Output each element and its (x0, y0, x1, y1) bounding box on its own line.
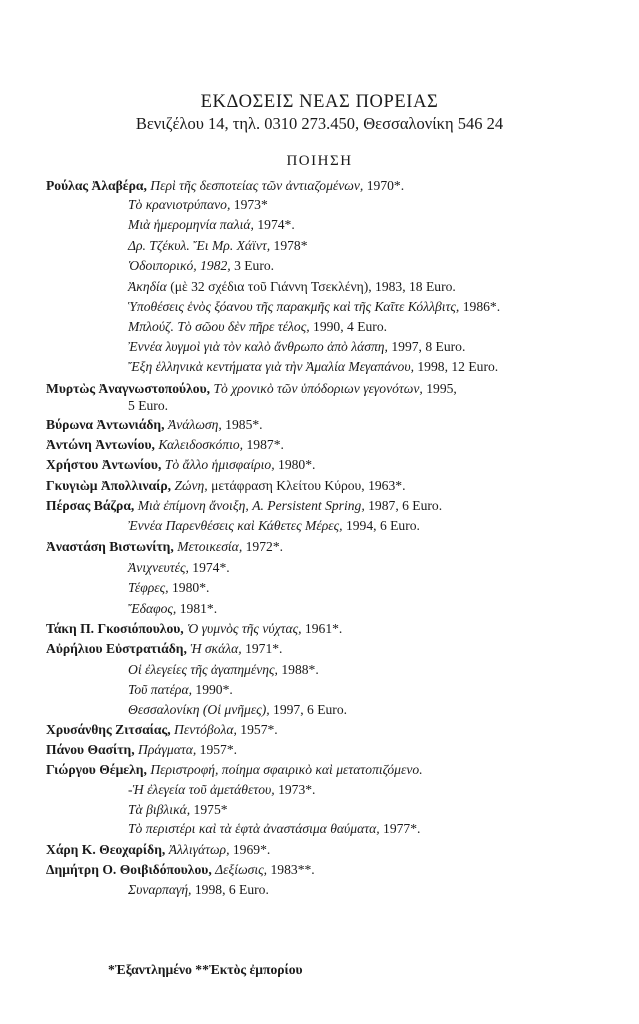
entry-details: 1972*. (245, 539, 284, 554)
entry-details: 1998, 12 Euro. (417, 359, 499, 374)
entry-details: 1961*. (304, 621, 343, 636)
entry-title: Ἀλλιγάτωρ, (168, 842, 230, 857)
entry-details: 1981*. (179, 601, 218, 616)
catalog-entry (46, 741, 237, 759)
entry-title: Τὸ χρονικὸ τῶν ὑπόδοριων γεγονότων, (213, 381, 423, 396)
catalog-entry (128, 781, 315, 799)
entry-author: Χρυσάνθης Ζιτσαίας, (46, 722, 171, 737)
entry-title: Τὰ βιβλικά, (128, 802, 191, 817)
entry-title: Δεξίωσις, (215, 862, 268, 877)
entry-details: 1983**. (270, 862, 315, 877)
catalog-entry (46, 640, 282, 658)
entry-title: Ὑποθέσεις ἑνὸς ξόανου τῆς παρακμῆς καὶ τῆς Καῖτε Κόλλβιτς, (128, 299, 460, 314)
entry-details: 1986*. (462, 299, 501, 314)
entry-title: Πεντόβολα, (174, 722, 237, 737)
entry-details: 1971*. (245, 641, 283, 656)
entry-title: Ἔξη ἑλληνικὰ κεντήματα γιὰ τὴν Ἀμαλία Μεγαπάνου, (128, 359, 414, 374)
catalog-entry (128, 681, 233, 699)
entry-details: 1988*. (281, 662, 319, 677)
entry-author: Βύρωνα Ἀντωνιάδη, (46, 417, 165, 432)
entry-details: 1974*. (257, 217, 295, 232)
entry-title: Μιὰ ἐπίμονη ἄνοιξη, A. Persistent Spring, (137, 498, 365, 513)
entry-title: Μετοικεσία, (177, 539, 243, 554)
entry-details: 1998, 6 Euro. (194, 882, 269, 897)
entry-details: 1974*. (192, 560, 230, 575)
catalog-entry (128, 579, 209, 597)
publisher-name: ΕΚΔΟΣΕΙΣ ΝΕΑΣ ΠΟΡΕΙΑΣ (200, 92, 439, 112)
catalog-entry (46, 416, 263, 434)
catalog-entry (128, 661, 319, 679)
entry-details: 1995, (426, 381, 457, 396)
entry-details: 1975* (193, 802, 228, 817)
catalog-entry (46, 841, 270, 859)
catalog-entry (128, 257, 274, 275)
entry-details: 1990, 4 Euro. (313, 319, 388, 334)
catalog-entry (128, 338, 465, 356)
entry-details: 1980*. (278, 457, 316, 472)
entry-title: Περιστροφή, ποίημα σφαιρικὸ καὶ μετατοπιζόμενο. (150, 762, 423, 777)
entry-details: 1985*. (225, 417, 263, 432)
catalog-entry (46, 477, 405, 495)
catalog-entry (46, 177, 404, 195)
entry-details: 1973*. (278, 782, 316, 797)
entry-details: 1994, 6 Euro. (345, 518, 420, 533)
entry-title: Ζώνη, (174, 478, 208, 493)
entry-title: Οἱ ἐλεγείες τῆς ἀγαπημένης, (128, 662, 278, 677)
entry-details: 1987*. (246, 437, 284, 452)
entry-details: 1987, 6 Euro. (368, 498, 443, 513)
entry-title: Τέφρες, (128, 580, 169, 595)
entry-details: 1957*. (199, 742, 238, 757)
entry-title: Μπλούζ. Τὸ σῶου δὲν πῆρε τέλος, (128, 319, 310, 334)
entry-title: Περὶ τῆς δεσποτείας τῶν ἀντιαζομένων, (150, 178, 364, 193)
entry-author: Χρήστου Ἀντωνίου, (46, 457, 162, 472)
catalog-entry (46, 620, 342, 638)
entry-title: Ἐννέα Παρενθέσεις καὶ Κάθετες Μέρες, (128, 518, 343, 533)
entry-title: Συναρπαγή, (128, 882, 192, 897)
entry-title: Τὸ περιστέρι καὶ τὰ ἑφτὰ ἀναστάσιμα θαύματα, (128, 821, 380, 836)
catalog-entry (128, 701, 347, 719)
catalog-entry (128, 559, 230, 577)
catalog-entry (128, 517, 420, 535)
entry-details: 5 Euro. (128, 398, 169, 413)
entry-details: 1970*. (366, 178, 405, 193)
entry-title: Ἀκηδία (128, 279, 167, 294)
entry-title: Καλειδοσκόπιο, (158, 437, 244, 452)
entry-author: Χάρη Κ. Θεοχαρίδη, (46, 842, 166, 857)
entry-title: Ὁδοιπορικό, 1982, (128, 258, 231, 273)
entry-title: Μιὰ ἡμερομηνία παλιά, (128, 217, 254, 232)
catalog-entry (46, 861, 315, 879)
entry-author: Μυρτὼς Ἀναγνωστοπούλου, (46, 381, 211, 396)
catalog-entry (46, 436, 284, 454)
entry-details: 1997, 8 Euro. (391, 339, 466, 354)
entry-details: 1969*. (232, 842, 271, 857)
entry-details: 1977*. (383, 821, 421, 836)
catalog-entry (128, 278, 456, 296)
catalog-entry (46, 538, 283, 556)
entry-title: Ὁ γυμνὸς τῆς νύχτας, (187, 621, 302, 636)
entry-title: Τὸ κρανιοτρύπανο, (128, 197, 231, 212)
entry-title: -Ἡ ἐλεγεία τοῦ ἀμετάθετου, (128, 782, 275, 797)
entry-details: (μὲ 32 σχέδια τοῦ Γιάννη Τσεκλένη), 1983, 18 Euro. (170, 279, 456, 294)
catalog-entry (128, 318, 387, 336)
entry-title: Ἀνάλωση, (167, 417, 222, 432)
catalog-entry (128, 358, 498, 376)
entry-details: 1978* (273, 238, 308, 253)
entry-author: Ἀναστάση Βιστωνίτη, (46, 539, 174, 554)
entry-author: Γιώργου Θέμελη, (46, 762, 147, 777)
entry-details: 1997, 6 Euro. (273, 702, 348, 717)
entry-details: 1980*. (172, 580, 210, 595)
footnote-legend: *Ἐξαντλημένο **Ἐκτὸς ἐμπορίου (108, 962, 303, 977)
entry-author: Τάκη Π. Γκοσιόπουλου, (46, 621, 184, 636)
catalog-entry (46, 721, 278, 739)
catalog-entry (128, 881, 269, 899)
catalog-entry (46, 761, 423, 779)
entry-title: Πράγματα, (138, 742, 197, 757)
entry-title: Θεσσαλονίκη (Οἱ μνῆμες), (128, 702, 270, 717)
entry-author: Ρούλας Ἀλαβέρα, (46, 178, 147, 193)
entry-title: Ἀνιχνευτές, (128, 560, 189, 575)
entry-title: Ἔδαφος, (128, 601, 177, 616)
catalog-entry (128, 397, 168, 415)
catalog-entry (128, 600, 217, 618)
entry-title: Τὸ ἄλλο ἡμισφαίριο, (164, 457, 275, 472)
catalog-entry (128, 820, 420, 838)
section-title: ΠΟΙΗΣΗ (286, 153, 353, 169)
entry-author: Πάνου Θασίτη, (46, 742, 135, 757)
catalog-entry (128, 196, 268, 214)
entry-title: Τοῦ πατέρα, (128, 682, 192, 697)
entry-author: Δημήτρη Ο. Θοιβιδόπουλου, (46, 862, 212, 877)
entry-title: Δρ. Τζέκυλ. Ἔι Μρ. Χάϊντ, (128, 238, 271, 253)
entry-details: μετάφραση Κλείτου Κύρου, 1963*. (211, 478, 406, 493)
catalog-entry (46, 497, 442, 515)
catalog-entry (128, 298, 500, 316)
entry-title: Ἐννέα λυγμοὶ γιὰ τὸν καλὸ ἄνθρωπο ἀπὸ λάσπη, (128, 339, 388, 354)
catalog-entry (128, 216, 295, 234)
catalog-entry (128, 237, 308, 255)
entry-author: Πέρσας Βάζρα, (46, 498, 135, 513)
entry-details: 3 Euro. (234, 258, 275, 273)
catalog-entry (46, 456, 315, 474)
entry-author: Αὐρήλιου Εὐστρατιάδη, (46, 641, 187, 656)
entry-author: Ἀντώνη Ἀντωνίου, (46, 437, 155, 452)
entry-author: Γκυγιὼμ Ἀπολλιναίρ, (46, 478, 172, 493)
entry-details: 1990*. (195, 682, 233, 697)
entry-details: 1973* (233, 197, 268, 212)
catalog-entry (46, 380, 457, 398)
entry-details: 1957*. (240, 722, 278, 737)
entry-title: Ἡ σκάλα, (190, 641, 242, 656)
catalog-entry (128, 801, 228, 819)
publisher-address: Βενιζέλου 14, τηλ. 0310 273.450, Θεσσαλονίκη 546 24 (135, 114, 504, 133)
